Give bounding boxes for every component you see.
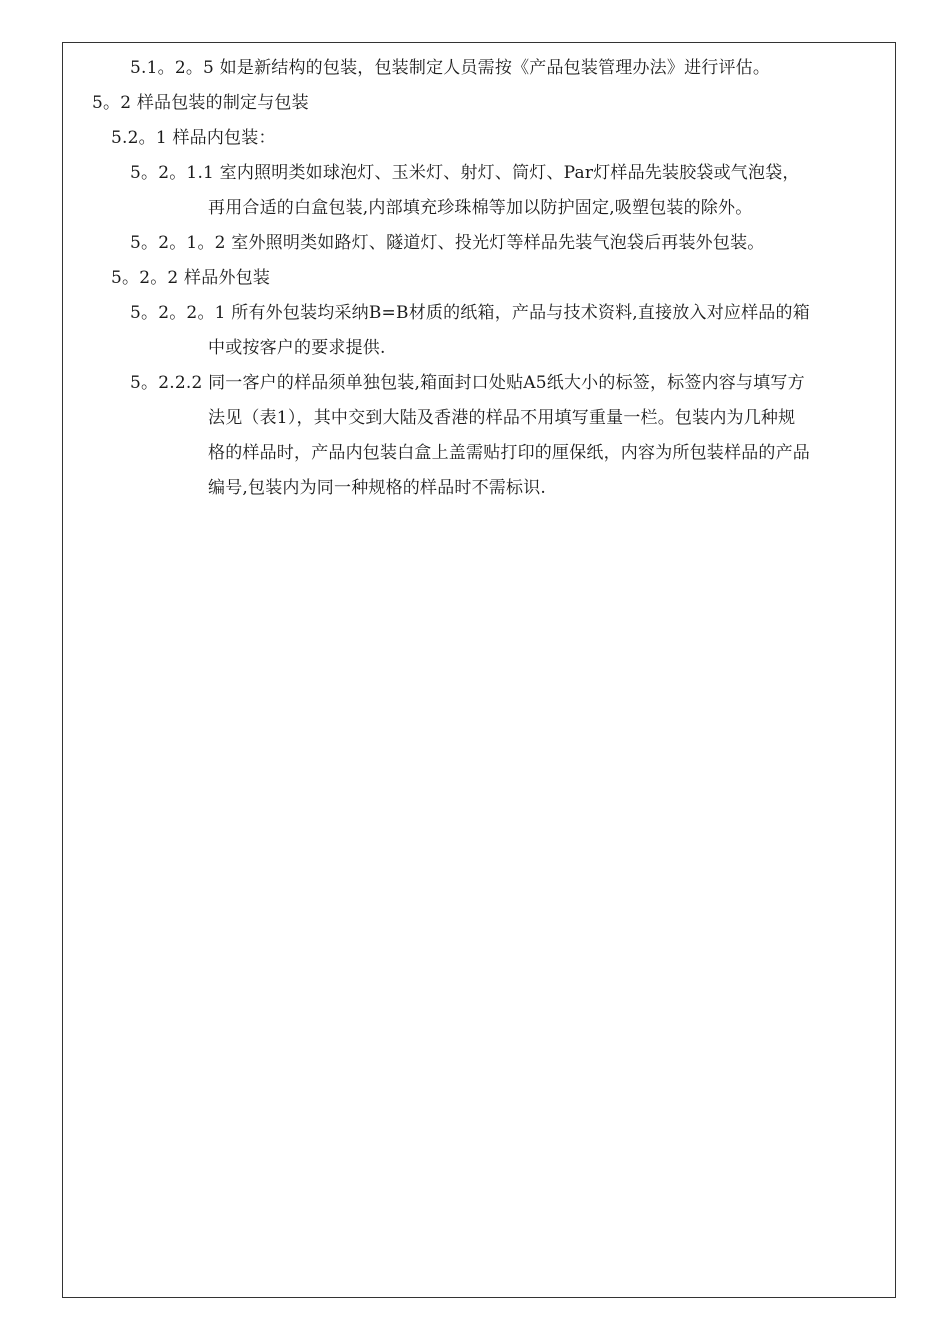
clause-5-2-2-1-continued: 中或按客户的要求提供.: [208, 338, 386, 358]
clause-5-2-2-2-continued-3: 编号,包装内为同一种规格的样品时不需标识.: [208, 478, 547, 498]
clause-5-2-2-1: 5。2。2。1 所有外包装均采纳B=B材质的纸箱，产品与技术资料,直接放入对应样品的箱: [130, 303, 810, 323]
clause-5-2-2-2-continued-2: 格的样品时，产品内包装白盒上盖需贴打印的厘保纸，内容为所包装样品的产品: [208, 443, 810, 463]
subsection-5-2-2-heading: 5。2。2 样品外包装: [111, 268, 271, 288]
section-5-2-heading: 5。2 样品包装的制定与包装: [92, 93, 309, 113]
subsection-5-2-1-heading: 5.2。1 样品内包装：: [111, 128, 276, 148]
clause-5-2-1-1-continued: 再用合适的白盒包装,内部填充珍珠棉等加以防护固定,吸塑包装的除外。: [208, 198, 753, 218]
clause-5-1-2-5: 5.1。2。5 如是新结构的包装，包装制定人员需按《产品包装管理办法》进行评估。: [130, 58, 771, 78]
clause-5-2-2-2: 5。2.2.2 同一客户的样品须单独包装,箱面封口处贴A5纸大小的标签，标签内容与填写方: [130, 373, 805, 393]
clause-5-2-1-2: 5。2。1。2 室外照明类如路灯、隧道灯、投光灯等样品先装气泡袋后再装外包装。: [130, 233, 765, 253]
clause-5-2-2-2-continued-1: 法见（表1），其中交到大陆及香港的样品不用填写重量一栏。包装内为几种规: [208, 408, 796, 428]
clause-5-2-1-1: 5。2。1.1 室内照明类如球泡灯、玉米灯、射灯、筒灯、Par灯样品先装胶袋或气泡袋，: [130, 163, 800, 183]
